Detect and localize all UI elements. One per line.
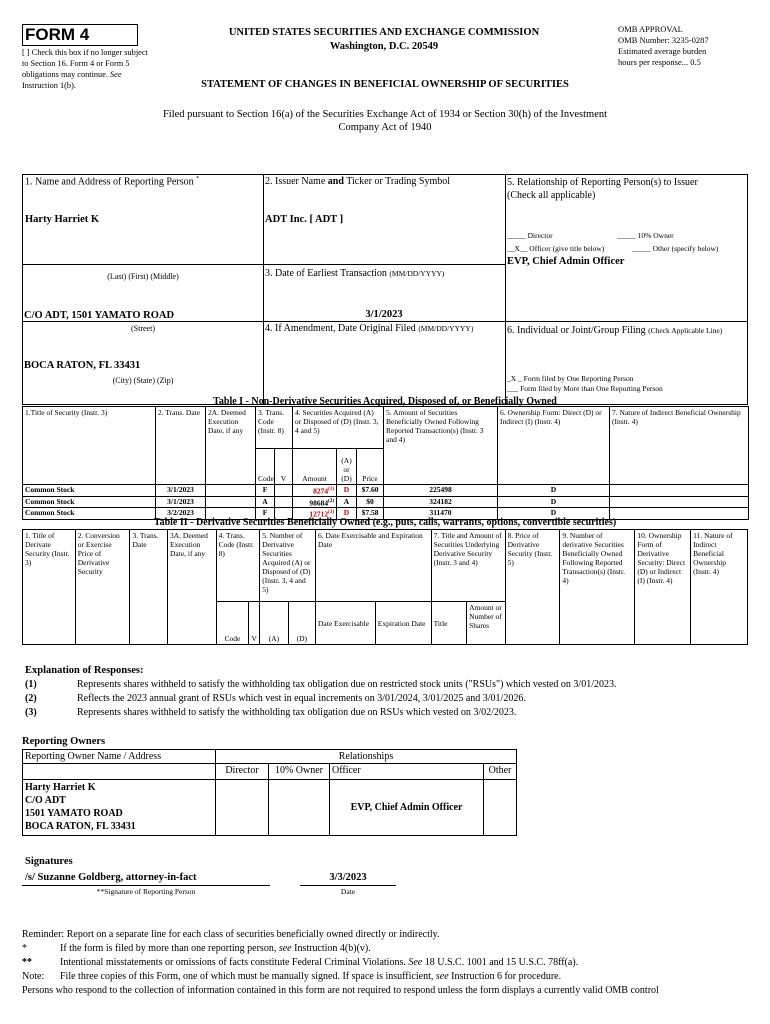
signature-name: /s/ Suzanne Goldberg, attorney-in-fact (25, 872, 197, 883)
signatures-title: Signatures (25, 856, 73, 867)
box2-label: 2. Issuer Name and Ticker or Trading Symbol (265, 176, 451, 187)
box6-label: 6. Individual or Joint/Group Filing (Check Applicable Line) (507, 325, 723, 336)
reporting-owners-table: Reporting Owner Name / Address Relationships Director 10% Owner Officer Other Harty Harriet K C/O ADT 1501 YAMATO ROAD BOCA RATON, FL 33431 EVP, Chief Admin Officer (22, 749, 517, 836)
signature-date: 3/3/2023 (329, 872, 367, 883)
street-label: (Street) (131, 324, 155, 333)
officer-title: EVP, Chief Admin Officer (507, 256, 625, 267)
reporting-owners-title: Reporting Owners (22, 736, 106, 747)
director-option: _____ Director (507, 231, 553, 240)
table1-title: Table I - Non-Derivative Securities Acquired, Disposed of, or Beneficially Owned (213, 396, 557, 407)
officer-option: __X__ Officer (give title below) (507, 244, 605, 253)
table1-header: 1.Title of Security (Instr. 3) 2. Trans. Date 2A. Deemed Execution Date, if any 3. Trans. Code (Instr. 8) 4. Securities Acquired (A) or Disposed of (D) (Instr. 3, 4 and 5) 5. Amount of Securities Beneficially Owned Following Reported Transaction(s) (Instr. 3 and 4) 6. Ownership Form: Direct (D) or Indirect (I) (Instr. 4) 7. Nature of Indirect Beneficial Ownership (Instr. 4) Code V Amount (A) or (D) Price (22, 406, 749, 485)
ten-percent-owner-option: _____ 10% Owner (617, 231, 674, 240)
explanation-list (25, 678, 616, 720)
table2-title: Table II - Derivative Securities Beneficially Owned (e.g., puts, calls, warrants, options, convertible securities) (153, 517, 617, 528)
footer-notes: Reminder: Report on a separate line for each class of securities beneficially owned directly or indirectly. * If the form is filed by more than one reporting person, see Instruction 4(b)(v). ** Intentional misstatements or omissions of facts constitute Federal Criminal Violations. See 18 U.S.C. 1001 and 15 U.S.C. 78ff(a). Note: File three copies of this Form, one of which must be manually signed. If space is insufficient, see Instruction 6 for procedure. Persons who respond to the collection of information contained in this form are not required to respond unless the form displays a currently valid OMB control (22, 929, 659, 996)
form-title: FORM 4 (25, 25, 90, 44)
signature-label: **Signature of Reporting Person (96, 887, 196, 896)
reporting-person-name: Harty Harriet K (25, 214, 100, 225)
table-row: Common Stock 3/1/2023 A 98684$^{(2)}$ A $0 324182 D (23, 496, 749, 508)
table1-rows (22, 484, 749, 520)
check-box-text: [ ] Check this box if no longer subject to Section 16. Form 4 or Form 5 obligations may continue. See Instruction 1(b). (22, 48, 148, 90)
list-item: (3) Represents shares withheld to satisfy the withholding tax obligation due on RSUs which vested on 3/02/2023. (25, 707, 517, 718)
agency-name: UNITED STATES SECURITIES AND EXCHANGE COMMISSION (228, 27, 540, 38)
list-item: (2) Reflects the 2023 annual grant of RSUs which vest in equal increments on 3/01/2024, 3/01/2025 and 3/01/2026. (25, 693, 526, 704)
box4-label: 4. If Amendment, Date Original Filed (MM/DD/YYYY) (265, 323, 474, 334)
name-parts-label: (Last) (First) (Middle) (107, 272, 179, 281)
list-item: (1) Represents shares withheld to satisfy the withholding tax obligation due on restricted stock units ("RSUs") which vested on 3/01/2023. (25, 679, 617, 690)
form-title-box (22, 24, 138, 46)
statement-title: STATEMENT OF CHANGES IN BENEFICIAL OWNERSHIP OF SECURITIES (201, 79, 569, 90)
table-row: Common Stock 3/1/2023 F 8274$^{(1)}$ D $7.60 225498 D (23, 485, 749, 497)
omb-approval: OMB APPROVAL OMB Number: 3235-0287 Estimated average burden hours per response... 0.5 (618, 24, 709, 67)
city-label: (City) (State) (Zip) (112, 376, 174, 385)
issuer-name: ADT Inc. [ ADT ] (265, 214, 344, 225)
box3-label: 3. Date of Earliest Transaction (MM/DD/YYYY) (265, 268, 445, 279)
explanation-title: Explanation of Responses: (25, 665, 144, 676)
city-value: BOCA RATON, FL 33431 (24, 360, 141, 371)
box1-label: 1. Name and Address of Reporting Person * (25, 176, 200, 188)
earliest-transaction-date: 3/1/2023 (365, 309, 403, 320)
street-value: C/O ADT, 1501 YAMATO ROAD (24, 310, 175, 321)
box5-label: 5. Relationship of Reporting Person(s) to Issuer (Check all applicable) (507, 177, 698, 201)
table-row: Common Stock 3/2/2023 F 12712$^{(3)}$ D $7.58 311470 D (23, 508, 749, 520)
filing-option-one: _X _ Form filed by One Reporting Person (507, 374, 634, 383)
signature-date-label: Date (340, 887, 356, 896)
table2-header: 1. Title of Derivate Security (Instr. 3) 2. Conversion or Exercise Price of Derivative Security 3. Trans. Date 3A. Deemed Execution Date, if any 4. Trans. Code (Instr. 8) 5. Number of Derivative Securities Acquired (A) or Disposed of (D) (Instr. 3, 4 and 5) 6. Date Exercisable and Expiration Date 7. Title and Amount of Securities Underlying Derivative Security (Instr. 3 and 4) 8. Price of Derivative Security (Instr. 5) 9. Number of derivative Securities Beneficially Owned Following Reported Transaction(s) (Instr. 4) 10. Ownership Form of Derivative Security: Direct (D) or Indirect (I) (Instr. 4) 11. Nature of Indirect Beneficial Ownership (Instr. 4) Code V (A) (D) Date Exercisable Expiration Date Title Amount or Number of Shares (22, 529, 748, 645)
agency-location: Washington, D.C. 20549 (329, 41, 439, 52)
filed-pursuant: Filed pursuant to Section 16(a) of the Securities Exchange Act of 1934 or Section 30(h) of the Investment Company Act of 1940 (162, 109, 608, 133)
other-option: _____ Other (specify below) (632, 244, 719, 253)
filing-option-multiple: ___ Form filed by More than One Reporting Person (507, 384, 663, 393)
